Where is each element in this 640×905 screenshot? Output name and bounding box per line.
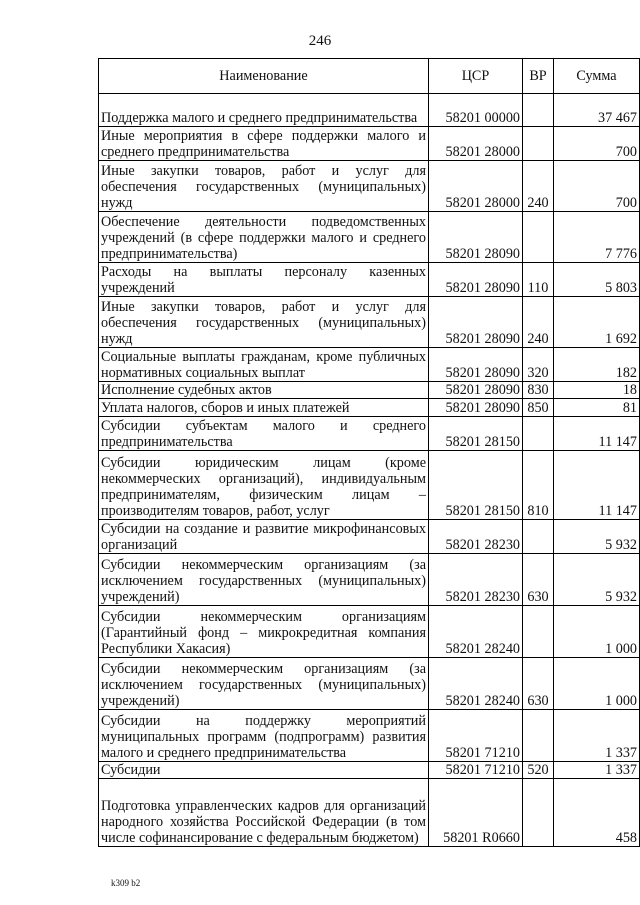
- row-name: Иные закупки товаров, работ и услуг для обеспечения государственных (муниципальных) нужд: [99, 161, 429, 212]
- table-row: [99, 297, 640, 348]
- row-vr: 240: [523, 161, 554, 212]
- row-csr: 58201 28090: [429, 297, 523, 348]
- table-row: [99, 161, 640, 212]
- table-header-row: [99, 59, 640, 94]
- row-csr: 58201 28240: [429, 606, 523, 658]
- row-sum: 81: [554, 399, 640, 417]
- row-name: Социальные выплаты гражданам, кроме публичных нормативных социальных выплат: [99, 348, 429, 382]
- table-row: [99, 348, 640, 382]
- table-row: [99, 212, 640, 263]
- page-number: 246: [308, 33, 332, 49]
- row-csr: 58201 28230: [429, 554, 523, 606]
- row-vr: 520: [523, 762, 554, 779]
- row-csr: 58201 28000: [429, 161, 523, 212]
- row-name: Субсидии субъектам малого и среднего предпринимательства: [99, 417, 429, 451]
- row-sum: 11 147: [554, 417, 640, 451]
- row-vr: [523, 606, 554, 658]
- row-name: Иные мероприятия в сфере поддержки малого и среднего предпринимательства: [99, 127, 429, 161]
- row-sum: 1 000: [554, 606, 640, 658]
- row-name: Субсидии на создание и развитие микрофинансовых организаций: [99, 520, 429, 554]
- row-vr: [523, 127, 554, 161]
- row-sum: 700: [554, 127, 640, 161]
- row-name: Исполнение судебных актов: [99, 382, 429, 399]
- row-sum: 700: [554, 161, 640, 212]
- row-csr: 58201 28090: [429, 263, 523, 297]
- table-row: [99, 606, 640, 658]
- row-sum: 1 692: [554, 297, 640, 348]
- header-sum: Сумма: [554, 59, 640, 94]
- row-name: Субсидии некоммерческим организациям (за исключением государственных (муниципальных) учреждений): [99, 554, 429, 606]
- table-row: [99, 520, 640, 554]
- row-vr: 320: [523, 348, 554, 382]
- row-vr: 630: [523, 658, 554, 710]
- row-csr: 58201 28000: [429, 127, 523, 161]
- row-csr: 58201 28090: [429, 212, 523, 263]
- row-csr: 58201 28090: [429, 382, 523, 399]
- row-name: Субсидии некоммерческим организациям (за исключением государственных (муниципальных) учреждений): [99, 658, 429, 710]
- row-name: Уплата налогов, сборов и иных платежей: [99, 399, 429, 417]
- row-sum: 18: [554, 382, 640, 399]
- row-name: Поддержка малого и среднего предпринимательства: [99, 94, 429, 127]
- row-vr: [523, 417, 554, 451]
- row-sum: 37 467: [554, 94, 640, 127]
- row-sum: 1 337: [554, 710, 640, 762]
- row-name: Субсидии: [99, 762, 429, 779]
- budget-table: [98, 58, 640, 847]
- row-sum: 5 803: [554, 263, 640, 297]
- table-row: [99, 779, 640, 847]
- table-row: [99, 762, 640, 779]
- row-name: Обеспечение деятельности подведомственных учреждений (в сфере поддержки малого и среднего предпринимательства): [99, 212, 429, 263]
- row-vr: [523, 520, 554, 554]
- table-row: [99, 94, 640, 127]
- row-csr: 58201 71210: [429, 710, 523, 762]
- table-row: [99, 127, 640, 161]
- row-vr: [523, 212, 554, 263]
- row-vr: 810: [523, 451, 554, 520]
- table-row: [99, 382, 640, 399]
- row-csr: 58201 28150: [429, 451, 523, 520]
- table-row: [99, 658, 640, 710]
- row-name: Субсидии некоммерческим организациям (Гарантийный фонд – микрокредитная компания Республики Хакасия): [99, 606, 429, 658]
- row-sum: 5 932: [554, 554, 640, 606]
- row-sum: 7 776: [554, 212, 640, 263]
- row-csr: 58201 28240: [429, 658, 523, 710]
- row-sum: 1 000: [554, 658, 640, 710]
- footer-code: k309 b2: [111, 878, 141, 888]
- table-row: [99, 399, 640, 417]
- row-vr: 110: [523, 263, 554, 297]
- table-body: [99, 94, 640, 847]
- row-sum: 11 147: [554, 451, 640, 520]
- row-vr: [523, 779, 554, 847]
- row-csr: 58201 28090: [429, 348, 523, 382]
- row-vr: [523, 710, 554, 762]
- row-vr: 830: [523, 382, 554, 399]
- row-csr: 58201 R0660: [429, 779, 523, 847]
- row-csr: 58201 28230: [429, 520, 523, 554]
- table-row: [99, 263, 640, 297]
- row-sum: 1 337: [554, 762, 640, 779]
- row-name: Субсидии на поддержку мероприятий муниципальных программ (подпрограмм) развития малого и среднего предпринимательства: [99, 710, 429, 762]
- row-csr: 58201 00000: [429, 94, 523, 127]
- row-name: Субсидии юридическим лицам (кроме некоммерческих организаций), индивидуальным предпринимателям, физическим лицам – производителям товаров, работ, услуг: [99, 451, 429, 520]
- table-row: [99, 451, 640, 520]
- header-vr: ВР: [523, 59, 554, 94]
- row-csr: 58201 28150: [429, 417, 523, 451]
- row-csr: 58201 71210: [429, 762, 523, 779]
- row-vr: [523, 94, 554, 127]
- table-row: [99, 710, 640, 762]
- row-vr: 630: [523, 554, 554, 606]
- row-vr: 850: [523, 399, 554, 417]
- row-name: Иные закупки товаров, работ и услуг для обеспечения государственных (муниципальных) нужд: [99, 297, 429, 348]
- table-row: [99, 417, 640, 451]
- row-vr: 240: [523, 297, 554, 348]
- header-name: Наименование: [99, 59, 429, 94]
- row-sum: 458: [554, 779, 640, 847]
- header-csr: ЦСР: [429, 59, 523, 94]
- table-row: [99, 554, 640, 606]
- row-sum: 182: [554, 348, 640, 382]
- row-name: Расходы на выплаты персоналу казенных учреждений: [99, 263, 429, 297]
- row-csr: 58201 28090: [429, 399, 523, 417]
- row-name: Подготовка управленческих кадров для организаций народного хозяйства Российской Федерации (в том числе софинансирование с федеральным бюджетом): [99, 779, 429, 847]
- row-sum: 5 932: [554, 520, 640, 554]
